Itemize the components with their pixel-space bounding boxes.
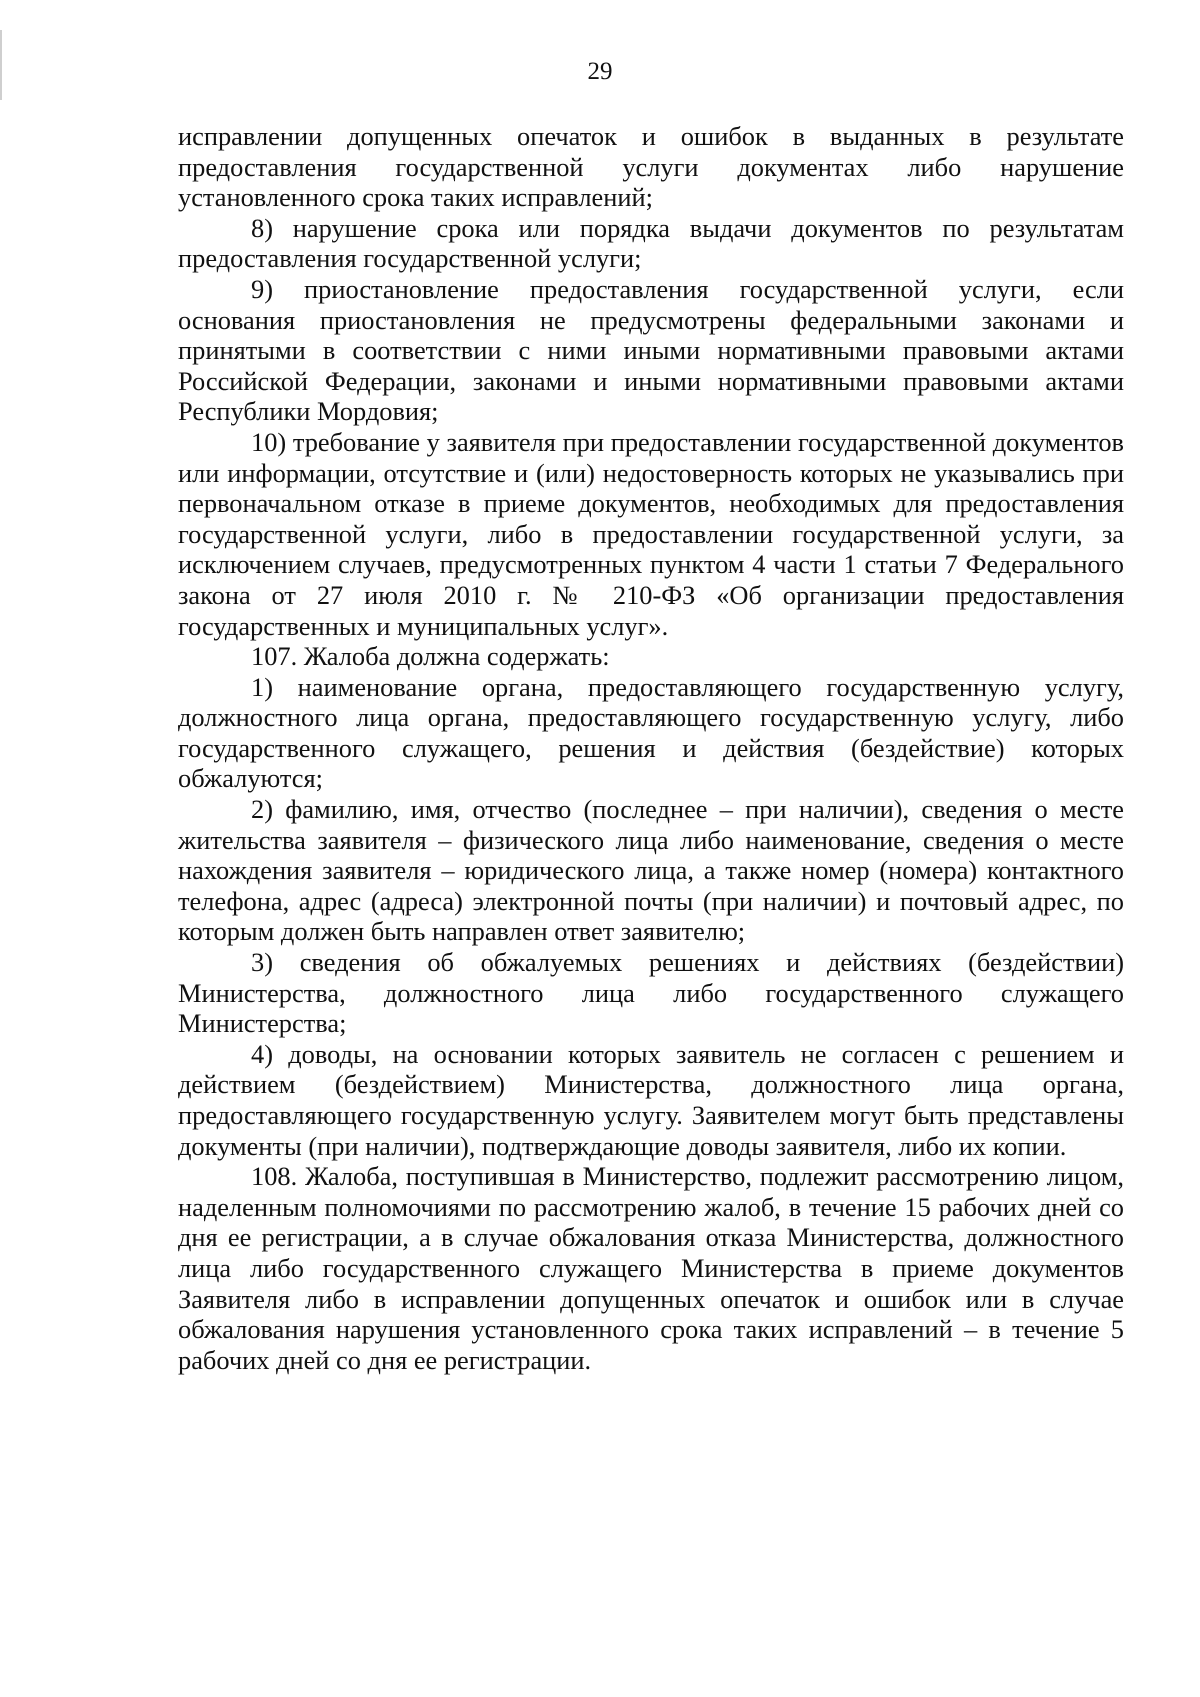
paragraph-clause-108: 108. Жалоба, поступившая в Министерство, подлежит рассмотрению лицом, наделенным полномочиями по рассмотрению жалоб, в течение 15 рабочих дней со дня ее регистрации, а в случае обжалования отказа Министерства, должностного лица либо государственного служащего Министерства в приеме документов Заявителя либо в исправлении допущенных опечаток и ошибок или в случае обжалования нарушения установленного срока таких исправлений – в течение 5 рабочих дней со дня ее регистрации. [178,1161,1124,1375]
paragraph-clause-107: 107. Жалоба должна содержать: [251,641,610,672]
paragraph-item-2: 2) фамилию, имя, отчество (последнее – при наличии), сведения о месте жительства заявителя – физического лица либо наименование, сведения о месте нахождения заявителя – юридического лица, а также номер (номера) контактного телефона, адрес (адреса) электронной почты (при наличии) и почтовый адрес, по которым должен быть направлен ответ заявителю; [178,794,1124,947]
page-number: 29 [587,58,613,85]
document-body [178,121,1124,1375]
paragraph-item-10: 10) требование у заявителя при предоставлении государственной документов или информации, отсутствие и (или) недостоверность которых не указывались при первоначальном отказе в приеме документов, необходимых для предоставления государственной услуги, либо в предоставлении государственной услуги, за исключением случаев, предусмотренных пунктом 4 части 1 статьи 7 Федерального закона от 27 июля 2010 г. № 210-ФЗ «Об организации предоставления государственных и муниципальных услуг». [178,426,1124,641]
paragraph-item-9: 9) приостановление предоставления государственной услуги, если основания приостановления не предусмотрены федеральными законами и принятыми в соответствии с ними иными нормативными правовыми актами Российской Федерации, законами и иными нормативными правовыми актами Республики Мордовия; [178,273,1124,427]
paragraph-item-8: 8) нарушение срока или порядка выдачи документов по результатам предоставления государственной услуги; [178,212,1124,274]
paragraph-item-3: 3) сведения об обжалуемых решениях и действиях (бездействии) Министерства, должностного лица либо государственного служащего Министерства; [178,947,1124,1039]
paragraph-item-1: 1) наименование органа, предоставляющего государственную услугу, должностного лица органа, предоставляющего государственную услугу, либо государственного служащего, решения и действия (бездействие) которых обжалуются; [178,671,1124,794]
paragraph-item-4: 4) доводы, на основании которых заявитель не согласен с решением и действием (бездействием) Министерства, должностного лица органа, предоставляющего государственную услугу. Заявителем могут быть представлены документы (при наличии), подтверждающие доводы заявителя, либо их копии. [178,1038,1124,1161]
paragraph-continuation: исправлении допущенных опечаток и ошибок в выданных в результате предоставления государственной услуги документах либо нарушение установленного срока таких исправлений; [178,121,1124,213]
